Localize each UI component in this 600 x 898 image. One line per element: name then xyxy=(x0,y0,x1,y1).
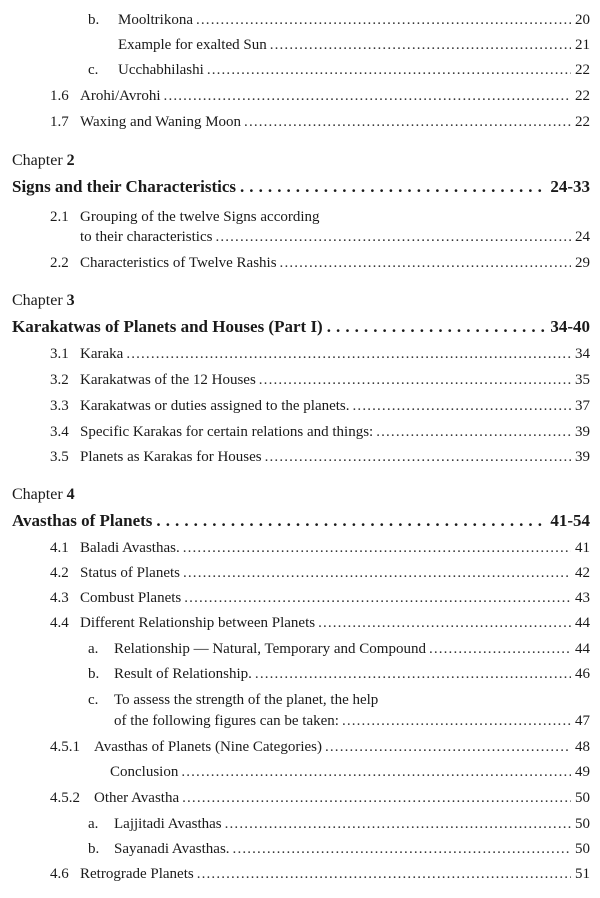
chapter-4-title xyxy=(12,508,590,534)
entry-page: 34 xyxy=(575,346,590,362)
entry-number: 3.1 xyxy=(50,346,69,362)
entry-page: 50 xyxy=(575,790,590,806)
entry-number: 4.5.1 xyxy=(50,739,80,755)
toc-entry-4-5-1 xyxy=(50,736,590,758)
entry-number: 4.4 xyxy=(50,615,69,631)
chapter-title-text: Karakatwas of Planets and Houses (Part I) xyxy=(12,317,323,336)
chapter-word: Chapter xyxy=(12,486,63,503)
entry-page: 49 xyxy=(575,764,590,780)
toc-entry-4-4 xyxy=(50,612,590,634)
dot-leader xyxy=(318,612,571,634)
dot-leader xyxy=(265,446,571,468)
entry-page: 51 xyxy=(575,866,590,882)
chapter-3-title xyxy=(12,314,590,340)
entry-number: b. xyxy=(88,666,100,682)
chapter-2-title xyxy=(12,174,590,200)
entry-label: Lajjitadi Avasthas xyxy=(114,816,222,832)
dot-leader xyxy=(196,9,571,31)
toc-entry-4-5-2-b xyxy=(88,838,590,860)
chapter-title-text: Signs and their Characteristics xyxy=(12,177,236,196)
entry-label: Result of Relationship. xyxy=(114,666,252,682)
dot-leader xyxy=(376,421,571,443)
entry-number: c. xyxy=(88,692,99,708)
entry-label: Status of Planets xyxy=(80,565,180,581)
entry-number: 1.7 xyxy=(50,114,69,130)
entry-number: b. xyxy=(88,12,100,28)
toc-entry-2-1-line1 xyxy=(50,206,320,228)
dot-leader xyxy=(233,838,571,860)
entry-number: 2.1 xyxy=(50,209,69,225)
entry-label: Planets as Karakas for Houses xyxy=(80,449,262,465)
dot-leader xyxy=(225,813,571,835)
toc-entry-1-6 xyxy=(50,85,590,107)
entry-label-line1: To assess the strength of the planet, the help xyxy=(114,692,379,708)
entry-page: 20 xyxy=(575,12,590,28)
toc-entry-4-4-c-line1 xyxy=(88,689,378,711)
entry-number: 4.5.2 xyxy=(50,790,80,806)
dot-leader xyxy=(240,174,546,200)
toc-entry-2-2 xyxy=(50,252,590,274)
chapter-word: Chapter xyxy=(12,292,63,309)
chapter-page-range: 24-33 xyxy=(550,177,590,196)
entry-page: 43 xyxy=(575,590,590,606)
dot-leader xyxy=(327,314,547,340)
toc-entry-3-1 xyxy=(50,343,590,365)
chapter-word: Chapter xyxy=(12,152,63,169)
entry-label: Example for exalted Sun xyxy=(118,37,267,53)
entry-page: 39 xyxy=(575,449,590,465)
entry-page: 44 xyxy=(575,641,590,657)
toc-entry-ucchabhilashi xyxy=(88,59,590,81)
entry-number: b. xyxy=(88,841,100,857)
entry-page: 35 xyxy=(575,372,590,388)
toc-entry-3-2 xyxy=(50,369,590,391)
dot-leader xyxy=(270,34,571,56)
entry-number: 4.1 xyxy=(50,540,69,556)
entry-number: 4.6 xyxy=(50,866,69,882)
entry-number: 3.4 xyxy=(50,424,69,440)
entry-page: 21 xyxy=(575,37,590,53)
toc-entry-4-1 xyxy=(50,537,590,559)
dot-leader xyxy=(126,343,571,365)
entry-page: 47 xyxy=(575,713,590,729)
toc-entry-exalted-sun xyxy=(118,34,590,56)
entry-label: Sayanadi Avasthas. xyxy=(114,841,230,857)
entry-page: 48 xyxy=(575,739,590,755)
entry-label: Waxing and Waning Moon xyxy=(80,114,242,130)
dot-leader xyxy=(255,663,571,685)
dot-leader xyxy=(353,395,571,417)
entry-page: 50 xyxy=(575,841,590,857)
dot-leader xyxy=(184,587,571,609)
entry-number: 4.2 xyxy=(50,565,69,581)
toc-entry-4-3 xyxy=(50,587,590,609)
dot-leader xyxy=(181,761,571,783)
chapter-number: 2 xyxy=(66,152,75,169)
entry-number: 3.5 xyxy=(50,449,69,465)
entry-label: Ucchabhilashi xyxy=(118,62,204,78)
dot-leader xyxy=(183,562,571,584)
entry-page: 44 xyxy=(575,615,590,631)
entry-page: 24 xyxy=(575,229,590,245)
toc-entry-2-1 xyxy=(80,226,590,248)
dot-leader xyxy=(429,638,571,660)
entry-label: Retrograde Planets xyxy=(80,866,194,882)
entry-number: a. xyxy=(88,641,99,657)
dot-leader xyxy=(183,537,571,559)
toc-entry-4-4-a xyxy=(88,638,590,660)
dot-leader xyxy=(325,736,571,758)
entry-page: 42 xyxy=(575,565,590,581)
toc-entry-3-5 xyxy=(50,446,590,468)
dot-leader xyxy=(215,226,571,248)
entry-label: Relationship — Natural, Temporary and Compound xyxy=(114,641,426,657)
dot-leader xyxy=(244,111,571,133)
toc-entry-3-3 xyxy=(50,395,590,417)
chapter-page-range: 34-40 xyxy=(550,317,590,336)
chapter-page-range: 41-54 xyxy=(550,511,590,530)
toc-entry-4-5-2 xyxy=(50,787,590,809)
entry-label-line1: Grouping of the twelve Signs according xyxy=(80,209,320,225)
entry-number: 3.2 xyxy=(50,372,69,388)
entry-label: Baladi Avasthas. xyxy=(80,540,180,556)
toc-entry-1-7 xyxy=(50,111,590,133)
chapter-2-label xyxy=(12,150,75,172)
entry-label: Conclusion xyxy=(110,764,179,780)
entry-label: Combust Planets xyxy=(80,590,182,606)
chapter-title-text: Avasthas of Planets xyxy=(12,511,153,530)
entry-label: Arohi/Avrohi xyxy=(80,88,161,104)
dot-leader xyxy=(342,710,571,732)
entry-label: Other Avastha xyxy=(94,790,180,806)
chapter-4-label xyxy=(12,484,75,506)
entry-label: Different Relationship between Planets xyxy=(80,615,316,631)
entry-number: 2.2 xyxy=(50,255,69,271)
entry-page: 37 xyxy=(575,398,590,414)
entry-number: 1.6 xyxy=(50,88,69,104)
entry-label: to their characteristics xyxy=(80,229,213,245)
entry-page: 50 xyxy=(575,816,590,832)
entry-label: Mooltrikona xyxy=(118,12,193,28)
entry-page: 39 xyxy=(575,424,590,440)
entry-label: Specific Karakas for certain relations and things: xyxy=(80,424,374,440)
entry-page: 22 xyxy=(575,88,590,104)
chapter-3-label xyxy=(12,290,75,312)
toc-entry-mooltrikona xyxy=(88,9,590,31)
entry-page: 41 xyxy=(575,540,590,556)
toc-entry-4-2 xyxy=(50,562,590,584)
toc-entry-4-4-c xyxy=(114,710,590,732)
chapter-number: 3 xyxy=(66,292,75,309)
toc-entry-3-4 xyxy=(50,421,590,443)
entry-number: c. xyxy=(88,62,99,78)
entry-label: Characteristics of Twelve Rashis xyxy=(80,255,277,271)
chapter-number: 4 xyxy=(66,486,75,503)
entry-label: of the following figures can be taken: xyxy=(114,713,339,729)
entry-label: Karakatwas of the 12 Houses xyxy=(80,372,256,388)
entry-number: 4.3 xyxy=(50,590,69,606)
entry-label: Karakatwas or duties assigned to the planets. xyxy=(80,398,350,414)
toc-entry-conclusion xyxy=(110,761,590,783)
entry-label: Avasthas of Planets (Nine Categories) xyxy=(94,739,322,755)
entry-page: 22 xyxy=(575,62,590,78)
entry-number: a. xyxy=(88,816,99,832)
entry-page: 22 xyxy=(575,114,590,130)
toc-entry-4-6 xyxy=(50,863,590,885)
dot-leader xyxy=(197,863,571,885)
toc-entry-4-4-b xyxy=(88,663,590,685)
dot-leader xyxy=(182,787,571,809)
dot-leader xyxy=(207,59,571,81)
dot-leader xyxy=(156,508,546,534)
dot-leader xyxy=(164,85,571,107)
entry-number: 3.3 xyxy=(50,398,69,414)
entry-label: Karaka xyxy=(80,346,124,362)
entry-page: 46 xyxy=(575,666,590,682)
entry-page: 29 xyxy=(575,255,590,271)
dot-leader xyxy=(280,252,571,274)
dot-leader xyxy=(259,369,571,391)
toc-entry-4-5-2-a xyxy=(88,813,590,835)
